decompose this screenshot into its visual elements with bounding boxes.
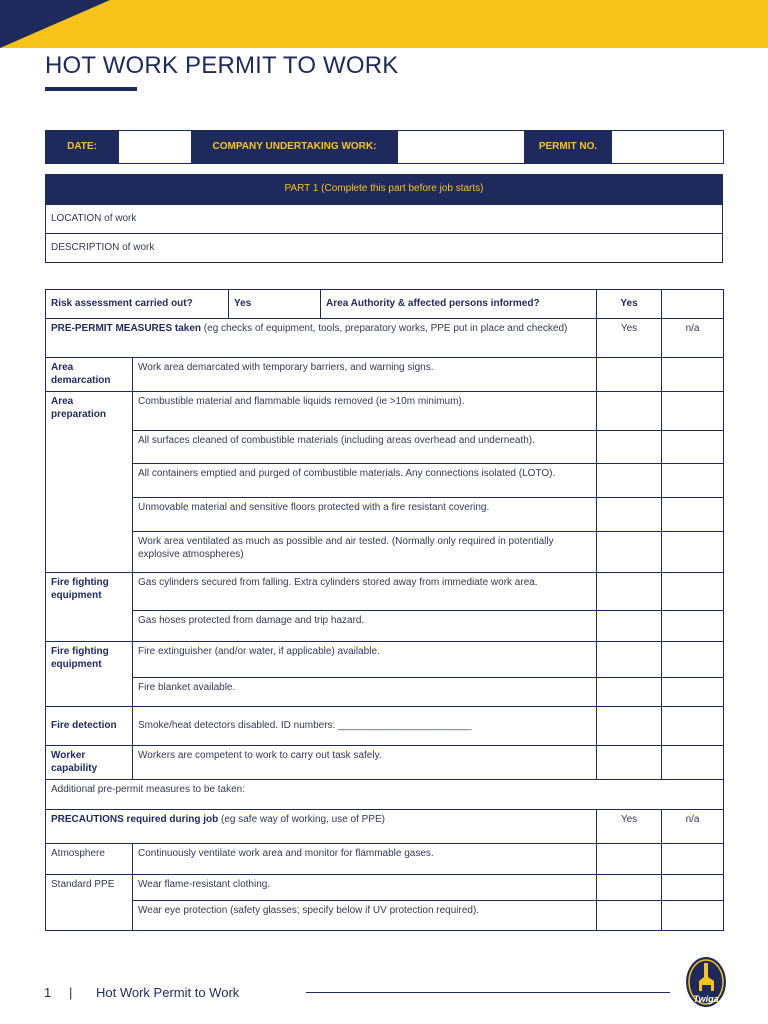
permit-number-label: PERMIT NO. [525, 131, 612, 164]
check-na[interactable] [662, 844, 724, 875]
check-yes[interactable] [597, 678, 662, 707]
fire-fighting-b-item-1: Fire extinguisher (and/or water, if applicable) available. [133, 642, 597, 678]
check-yes[interactable] [597, 875, 662, 901]
company-label: COMPANY UNDERTAKING WORK: [192, 131, 398, 164]
check-na[interactable] [662, 611, 724, 642]
atmosphere-item-1: Continuously ventilate work area and monitor for flammable gases. [133, 844, 597, 875]
description-field[interactable]: DESCRIPTION of work [46, 234, 723, 263]
check-na[interactable] [662, 901, 724, 931]
yes-column-header: Yes [597, 810, 662, 844]
area-authority-label: Area Authority & affected persons informed? [321, 290, 597, 319]
check-yes[interactable] [597, 431, 662, 464]
check-yes[interactable] [597, 532, 662, 573]
pre-permit-note: (eg checks of equipment, tools, preparatory works, PPE put in place and checked) [201, 323, 568, 334]
area-authority-na[interactable] [662, 290, 724, 319]
area-preparation-item-2: All surfaces cleaned of combustible materials (including areas overhead and underneath). [133, 431, 597, 464]
check-yes[interactable] [597, 464, 662, 498]
twiga-logo [684, 955, 728, 1009]
fire-detection-item-1: Smoke/heat detectors disabled. ID numbers: ________________________ [133, 707, 597, 746]
footer-document-name: Hot Work Permit to Work [96, 985, 240, 1000]
check-yes[interactable] [597, 746, 662, 780]
company-field[interactable] [398, 131, 525, 164]
area-demarcation-item-1: Work area demarcated with temporary barriers, and warning signs. [133, 358, 597, 392]
part1-table [45, 174, 723, 263]
check-yes[interactable] [597, 901, 662, 931]
area-demarcation-label: Area demarcation [46, 358, 133, 392]
precautions-note: (eg safe way of working, use of PPE) [218, 814, 385, 825]
check-yes[interactable] [597, 707, 662, 746]
fire-fighting-label-b: Fire fighting equipment [46, 642, 133, 707]
na-column-header: n/a [662, 810, 724, 844]
check-yes[interactable] [597, 573, 662, 611]
risk-assessment-label: Risk assessment carried out? [46, 290, 229, 319]
date-field[interactable] [119, 131, 192, 164]
part1-heading: PART 1 (Complete this part before job starts) [46, 175, 723, 205]
check-na[interactable] [662, 358, 724, 392]
area-preparation-item-3: All containers emptied and purged of combustible materials. Any connections isolated (LOTO). [133, 464, 597, 498]
check-na[interactable] [662, 464, 724, 498]
precautions-heading [46, 810, 597, 844]
pre-permit-heading [46, 319, 597, 358]
na-column-header: n/a [662, 319, 724, 358]
additional-measures-field[interactable]: Additional pre-permit measures to be taken: [46, 780, 724, 810]
risk-assessment-value[interactable]: Yes [229, 290, 321, 319]
pre-permit-title: PRE-PERMIT MEASURES taken [51, 323, 202, 334]
location-field[interactable]: LOCATION of work [46, 205, 723, 234]
check-yes[interactable] [597, 844, 662, 875]
fire-fighting-label-a: Fire fighting equipment [46, 573, 133, 642]
footer-separator: | [69, 985, 73, 1000]
fire-detection-label: Fire detection [46, 707, 133, 746]
fire-fighting-b-item-2: Fire blanket available. [133, 678, 597, 707]
atmosphere-label: Atmosphere [46, 844, 133, 875]
area-preparation-item-4: Unmovable material and sensitive floors protected with a fire resistant covering. [133, 498, 597, 532]
permit-header-table [45, 130, 724, 164]
check-na[interactable] [662, 573, 724, 611]
area-preparation-item-1: Combustible material and flammable liquids removed (ie >10m minimum). [133, 392, 597, 431]
top-banner [0, 0, 768, 48]
worker-capability-label: Worker capability [46, 746, 133, 780]
footer-rule [306, 992, 670, 993]
check-yes[interactable] [597, 611, 662, 642]
giraffe-logo-icon [684, 955, 728, 1009]
check-yes[interactable] [597, 498, 662, 532]
check-yes[interactable] [597, 358, 662, 392]
yes-column-header: Yes [597, 319, 662, 358]
banner-corner-shape [0, 0, 120, 48]
fire-fighting-a-item-2: Gas hoses protected from damage and trip hazard. [133, 611, 597, 642]
standard-ppe-item-2: Wear eye protection (safety glasses; specify below if UV protection required). [133, 901, 597, 931]
standard-ppe-item-1: Wear flame-resistant clothing. [133, 875, 597, 901]
check-na[interactable] [662, 875, 724, 901]
check-na[interactable] [662, 431, 724, 464]
area-authority-value[interactable]: Yes [597, 290, 662, 319]
area-preparation-label: Area preparation [46, 392, 133, 573]
check-na[interactable] [662, 707, 724, 746]
page-title: HOT WORK PERMIT TO WORK [45, 52, 399, 79]
precautions-title: PRECAUTIONS required during job [51, 814, 219, 825]
page-number: 1 [44, 985, 52, 1000]
check-na[interactable] [662, 746, 724, 780]
date-label: DATE: [46, 131, 119, 164]
check-na[interactable] [662, 392, 724, 431]
fire-fighting-a-item-1: Gas cylinders secured from falling. Extra cylinders stored away from immediate work area. [133, 573, 597, 611]
worker-capability-item-1: Workers are competent to work to carry out task safely. [133, 746, 597, 780]
check-na[interactable] [662, 678, 724, 707]
logo-wordmark: Twiga [693, 994, 719, 1004]
area-preparation-item-5: Work area ventilated as much as possible and air tested. (Normally only required in potentially explosive atmospheres) [133, 532, 597, 573]
check-yes[interactable] [597, 392, 662, 431]
checklist-table [45, 289, 724, 931]
check-na[interactable] [662, 642, 724, 678]
permit-number-field[interactable] [612, 131, 724, 164]
title-underline [45, 87, 137, 91]
check-na[interactable] [662, 532, 724, 573]
check-yes[interactable] [597, 642, 662, 678]
standard-ppe-label: Standard PPE [46, 875, 133, 931]
check-na[interactable] [662, 498, 724, 532]
